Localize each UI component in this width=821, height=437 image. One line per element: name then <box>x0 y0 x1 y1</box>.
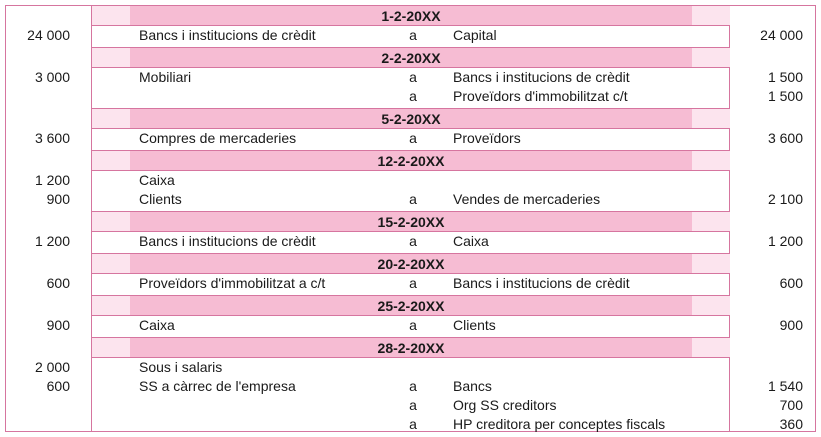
entry-date: 20-2-20XX <box>377 255 445 272</box>
credit-account: Clients <box>453 317 496 333</box>
debit-amount: 3 600 <box>34 130 70 146</box>
entry-line <box>6 26 815 45</box>
debit-account: SS a càrrec de l'empresa <box>139 378 296 394</box>
credit-amount: 24 000 <box>760 27 803 43</box>
date-band-left <box>92 48 130 67</box>
debit-account: Bancs i institucions de crèdit <box>139 233 316 249</box>
credit-amount: 600 <box>779 275 803 291</box>
entry-date: 2-2-20XX <box>381 49 441 66</box>
to-marker: a <box>409 27 417 43</box>
credit-account: Capital <box>453 27 497 43</box>
credit-account: HP creditora per conceptes fiscals <box>453 416 666 432</box>
journal-table <box>5 5 816 432</box>
date-band-left <box>92 6 130 25</box>
to-marker: a <box>409 397 417 413</box>
debit-amount: 600 <box>46 378 70 394</box>
credit-amount: 1 500 <box>767 88 803 104</box>
credit-account: Org SS creditors <box>453 397 557 413</box>
entry-line <box>6 415 815 434</box>
date-band-left <box>92 212 130 231</box>
debit-account: Clients <box>139 191 182 207</box>
date-band-left <box>92 254 130 273</box>
credit-account: Bancs <box>453 378 492 394</box>
credit-account: Bancs i institucions de crèdit <box>453 69 630 85</box>
entry-line <box>6 358 815 377</box>
credit-account: Bancs i institucions de crèdit <box>453 275 630 291</box>
debit-account: Proveïdors d'immobilitzat a c/t <box>139 275 326 291</box>
date-row <box>6 6 815 25</box>
credit-amount: 1 200 <box>767 233 803 249</box>
entry-line <box>6 190 815 209</box>
debit-account: Mobiliari <box>139 69 192 85</box>
date-band-right <box>692 151 730 170</box>
to-marker: a <box>409 69 417 85</box>
debit-amount: 1 200 <box>34 233 70 249</box>
debit-amount: 3 000 <box>34 69 70 85</box>
date-band-right <box>692 296 730 315</box>
entry-date: 5-2-20XX <box>381 110 441 127</box>
date-band-right <box>692 6 730 25</box>
debit-amount: 2 000 <box>34 359 70 375</box>
entry-line <box>6 232 815 251</box>
debit-amount: 900 <box>46 317 70 333</box>
debit-amount: 24 000 <box>27 27 70 43</box>
entry-date: 25-2-20XX <box>377 297 445 314</box>
entry-date: 15-2-20XX <box>377 213 445 230</box>
to-marker: a <box>409 191 417 207</box>
to-marker: a <box>409 416 417 432</box>
debit-account: Compres de mercaderies <box>139 130 297 146</box>
credit-amount: 2 100 <box>767 191 803 207</box>
date-row <box>6 109 815 128</box>
credit-account: Caixa <box>453 233 489 249</box>
date-band-right <box>692 48 730 67</box>
credit-account: Vendes de mercaderies <box>453 191 601 207</box>
credit-amount: 700 <box>779 397 803 413</box>
to-marker: a <box>409 275 417 291</box>
credit-amount: 3 600 <box>767 130 803 146</box>
entry-line <box>6 87 815 106</box>
to-marker: a <box>409 378 417 394</box>
credit-amount: 1 540 <box>767 378 803 394</box>
date-row <box>6 296 815 315</box>
date-band-right <box>692 338 730 357</box>
to-marker: a <box>409 317 417 333</box>
date-band-left <box>92 296 130 315</box>
credit-amount: 900 <box>779 317 803 333</box>
date-row <box>6 48 815 67</box>
date-row <box>6 338 815 357</box>
date-row <box>6 151 815 170</box>
entry-line <box>6 396 815 415</box>
date-band-left <box>92 151 130 170</box>
date-band-right <box>692 109 730 128</box>
debit-amount: 1 200 <box>34 172 70 188</box>
entry-line <box>6 377 815 396</box>
credit-amount: 1 500 <box>767 69 803 85</box>
debit-amount: 600 <box>46 275 70 291</box>
credit-account: Proveïdors d'immobilitzat c/t <box>453 88 628 104</box>
debit-account: Sous i salaris <box>139 359 223 375</box>
date-row <box>6 254 815 273</box>
debit-amount: 900 <box>46 191 70 207</box>
entry-line <box>6 171 815 190</box>
date-band-right <box>692 212 730 231</box>
entry-date: 1-2-20XX <box>381 7 441 24</box>
debit-account: Caixa <box>139 172 175 188</box>
to-marker: a <box>409 130 417 146</box>
entry-line <box>6 129 815 148</box>
entry-line <box>6 68 815 87</box>
to-marker: a <box>409 233 417 249</box>
entry-date: 28-2-20XX <box>377 339 445 356</box>
credit-amount: 360 <box>779 416 803 432</box>
date-band-left <box>92 109 130 128</box>
entry-date: 12-2-20XX <box>377 152 445 169</box>
entry-line <box>6 274 815 293</box>
entry-line <box>6 316 815 335</box>
date-band-left <box>92 338 130 357</box>
credit-account: Proveïdors <box>453 130 521 146</box>
debit-account: Bancs i institucions de crèdit <box>139 27 316 43</box>
debit-account: Caixa <box>139 317 175 333</box>
date-band-right <box>692 254 730 273</box>
to-marker: a <box>409 88 417 104</box>
date-row <box>6 212 815 231</box>
